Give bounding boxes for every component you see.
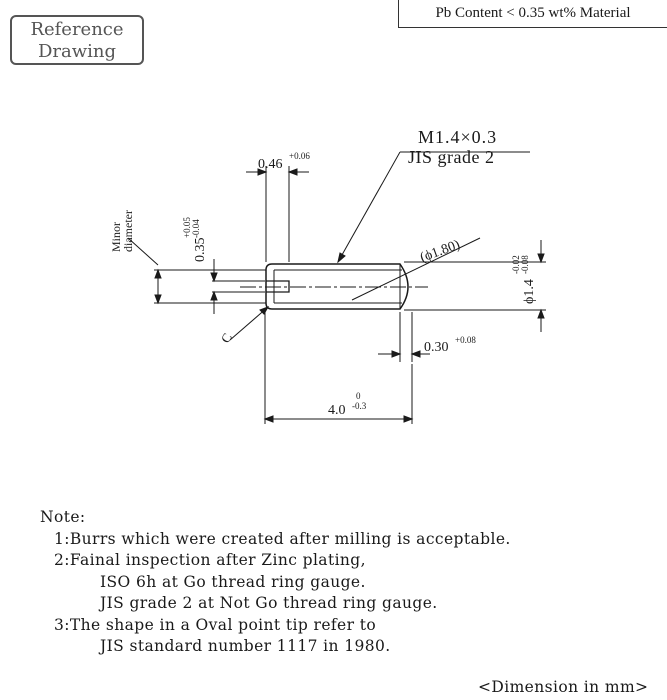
note-line: 3:The shape in a Oval point tip refer to	[54, 615, 377, 634]
tip-length-tolerance: +0.08	[455, 335, 476, 345]
minor-label-line1: Minor	[109, 222, 123, 252]
dimension-unit-note: <Dimension in mm>	[478, 678, 649, 696]
thread-spec: M1.4×0.3	[418, 127, 498, 147]
note-line: 2:Fainal inspection after Zinc plating,	[54, 551, 366, 569]
outer-diameter-value: ϕ1.4	[522, 279, 537, 304]
material-note: Pb Content < 0.35 wt% Material	[398, 0, 667, 28]
major-diameter-ref: (ϕ1.80)	[418, 237, 463, 266]
note-line: JIS standard number 1117 in 1980.	[100, 637, 391, 655]
slot-width-value: 0.46	[258, 157, 283, 172]
major-diameter-leader	[352, 238, 480, 300]
note-line: 1:Burrs which were created after milling is acceptable.	[54, 529, 511, 548]
minor-label-line2: diameter	[121, 210, 135, 252]
thread-spec-leader	[338, 152, 400, 262]
slot-depth-tol-upper: +0.05	[182, 217, 192, 238]
tip-length-value: 0.30	[424, 340, 449, 355]
slot-depth-value: 0.35	[193, 237, 208, 262]
notes-heading: Note:	[40, 508, 86, 526]
reference-label-line1: Reference	[30, 19, 124, 40]
reference-label-line2: Drawing	[37, 41, 117, 62]
note-line: ISO 6h at Go thread ring gauge.	[100, 572, 366, 591]
slot-width-tolerance: +0.06	[289, 151, 310, 161]
total-length-value: 4.0	[328, 403, 346, 418]
total-length-tol-lower: -0.3	[352, 401, 367, 411]
note-line: JIS grade 2 at Not Go thread ring gauge.	[100, 594, 438, 612]
chamfer-label: C	[217, 330, 235, 346]
outer-diameter-tol-lower: -0.08	[520, 255, 530, 274]
outer-diameter-tol-upper: -0.02	[511, 255, 521, 274]
slot-depth-tol-lower: -0.04	[191, 219, 201, 238]
thread-grade: JIS grade 2	[408, 147, 495, 167]
notes-section	[40, 507, 660, 658]
total-length-tol-upper: 0	[356, 391, 361, 401]
